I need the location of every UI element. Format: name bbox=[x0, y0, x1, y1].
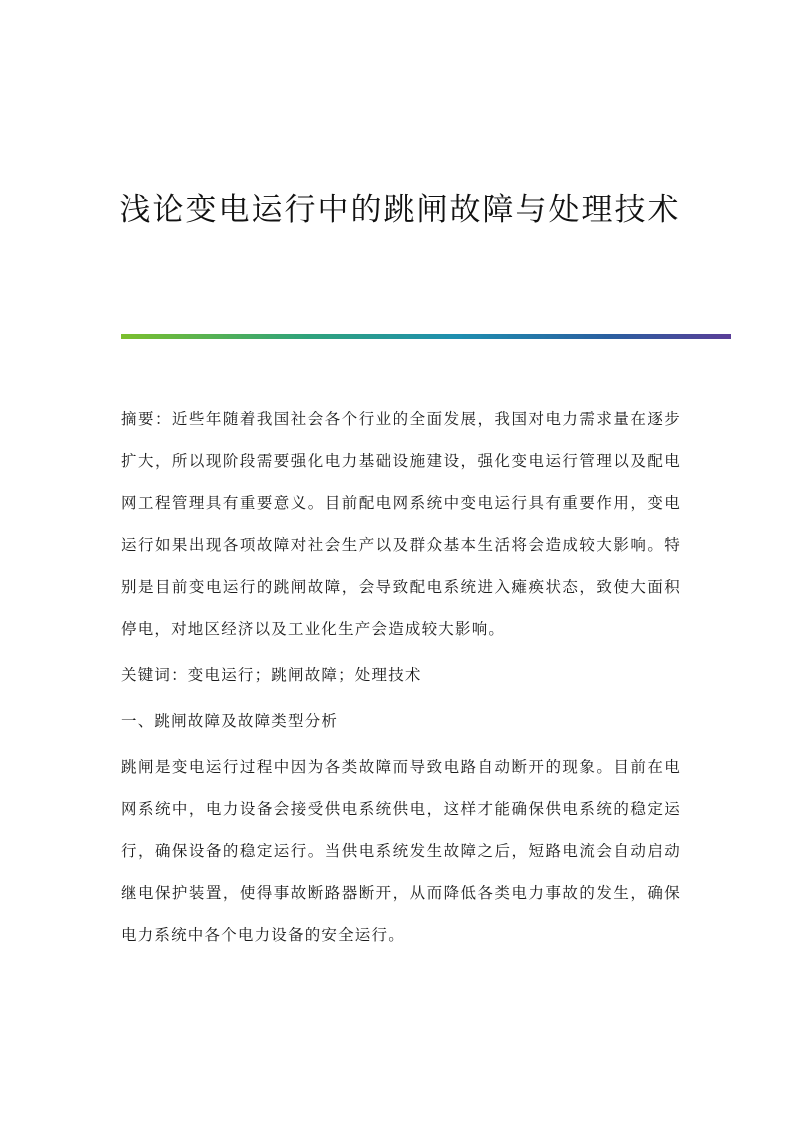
gradient-divider bbox=[121, 334, 731, 339]
section-paragraph: 跳闸是变电运行过程中因为各类故障而导致电路自动断开的现象。目前在电网系统中，电力设备会接受供电系统供电，这样才能确保供电系统的稳定运行，确保设备的稳定运行。当供电系统发生故障之后，短路电流会自动启动继电保护装置，使得事故断路器断开，从而降低各类电力事故的发生，确保电力系统中各个电力设备的安全运行。 bbox=[121, 758, 681, 944]
document-title: 浅论变电运行中的跳闸故障与处理技术 bbox=[119, 192, 681, 228]
document-body bbox=[121, 398, 681, 956]
section-heading: 一、跳闸故障及故障类型分析 bbox=[121, 712, 339, 730]
keywords-line: 关键词：变电运行；跳闸故障；处理技术 bbox=[121, 666, 422, 684]
abstract-paragraph: 摘要：近些年随着我国社会各个行业的全面发展，我国对电力需求量在逐步扩大，所以现阶段需要强化电力基础设施建设，强化变电运行管理以及配电网工程管理具有重要意义。目前配电网系统中变电运行具有重要作用，变电运行如果出现各项故障对社会生产以及群众基本生活将会造成较大影响。特别是目前变电运行的跳闸故障，会导致配电系统进入瘫痪状态，致使大面积停电，对地区经济以及工业化生产会造成较大影响。 bbox=[121, 410, 681, 638]
